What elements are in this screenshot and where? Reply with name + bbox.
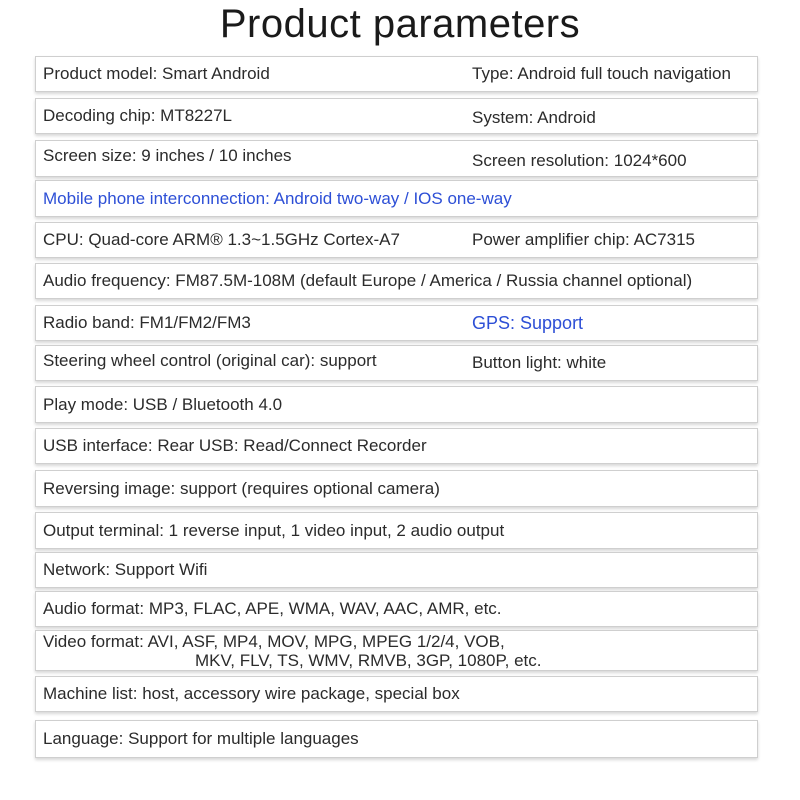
spec-play-mode: Play mode: USB / Bluetooth 4.0 [43,394,283,414]
spec-row-reversing-image [35,470,758,507]
spec-system: System: Android [472,108,596,127]
spec-video-format-line2: MKV, FLV, TS, WMV, RMVB, 3GP, 1080P, etc. [195,651,542,670]
spec-gps: GPS: Support [472,312,584,333]
spec-reversing-image: Reversing image: support (requires optional camera) [43,478,440,498]
spec-row-screen-size [35,140,758,177]
spec-cpu: CPU: Quad-core ARM® 1.3~1.5GHz Cortex-A7 [43,230,400,249]
spec-type: Type: Android full touch navigation [472,64,731,83]
spec-screen-resolution: Screen resolution: 1024*600 [472,150,687,170]
spec-row-play-mode [35,386,758,423]
spec-row-steering-wheel [35,345,758,381]
spec-language: Language: Support for multiple languages [43,729,359,748]
spec-row-usb-interface [35,428,758,464]
spec-phone-interconnection: Mobile phone interconnection: Android two-way / IOS one-way [43,188,512,208]
spec-row-decoding-chip [35,98,758,134]
spec-video-format [43,632,541,670]
spec-row-product-model [35,56,758,92]
spec-audio-frequency: Audio frequency: FM87.5M-108M (default Europe / America / Russia channel optional) [43,271,693,290]
spec-row-cpu [35,222,758,258]
spec-steering-wheel-control: Steering wheel control (original car): support [43,351,377,370]
spec-audio-format: Audio format: MP3, FLAC, APE, WMA, WAV, AAC, AMR, etc. [43,599,502,618]
spec-usb-interface: USB interface: Rear USB: Read/Connect Recorder [43,436,427,455]
spec-row-audio-frequency [35,263,758,299]
spec-row-radio-band [35,305,758,341]
spec-row-video-format [35,630,758,671]
spec-radio-band: Radio band: FM1/FM2/FM3 [43,313,251,332]
spec-row-language [35,720,758,758]
spec-screen-size: Screen size: 9 inches / 10 inches [43,145,292,165]
spec-row-audio-format [35,591,758,627]
spec-video-format-line1: Video format: AVI, ASF, MP4, MOV, MPG, MPEG 1/2/4, VOB, [43,632,505,651]
spec-product-model: Product model: Smart Android [43,64,270,83]
spec-row-network [35,552,758,588]
spec-machine-list: Machine list: host, accessory wire package, special box [43,684,460,703]
spec-row-output-terminal [35,512,758,549]
spec-power-amplifier-chip: Power amplifier chip: AC7315 [472,230,696,249]
page-title: Product parameters [219,2,581,46]
spec-row-machine-list [35,676,758,712]
spec-output-terminal: Output terminal: 1 reverse input, 1 video input, 2 audio output [43,520,505,540]
spec-row-phone-interconnection [35,180,758,217]
spec-decoding-chip: Decoding chip: MT8227L [43,106,233,125]
spec-network: Network: Support Wifi [43,560,208,579]
spec-button-light: Button light: white [472,353,607,372]
